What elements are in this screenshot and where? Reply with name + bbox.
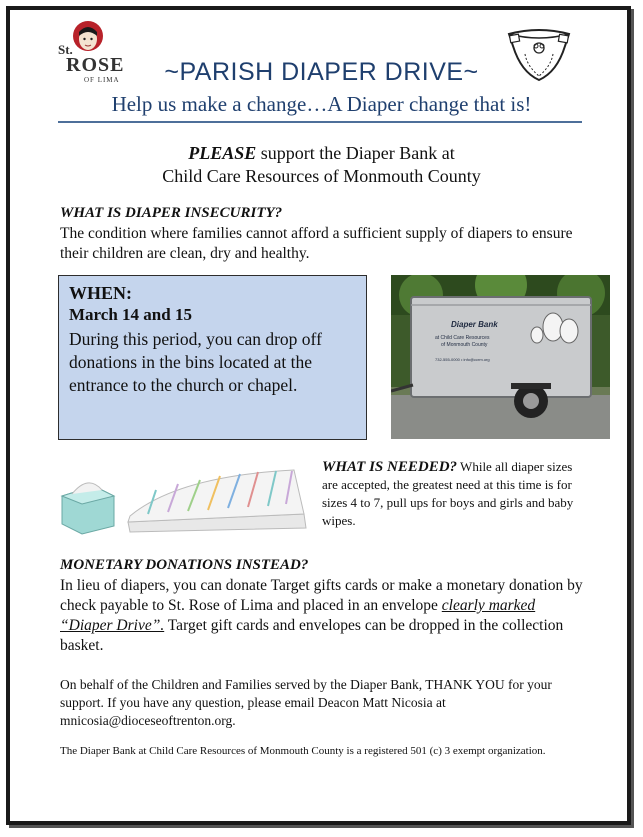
trailer-sign-title: Diaper Bank — [451, 320, 498, 329]
intro-line2: Child Care Resources of Monmouth County — [162, 166, 481, 186]
monetary-marked: clearly marked “Diaper Drive”. — [60, 597, 536, 634]
needed-text: While all diaper sizes are accepted, the greatest need at this time is for sizes 4 to 7, pull ups for boys and girls and baby wipes. — [322, 459, 574, 528]
thanks-text: On behalf of the Children and Families served by the Diaper Bank, THANK YOU for your support. If you have any question, please email Deacon Matt Nicosia at mnicosia@dioceseoftrenton.org. — [60, 677, 552, 728]
needed-heading: WHAT IS NEEDED? — [322, 459, 458, 475]
logo-rose: ROSE — [66, 54, 125, 76]
when-heading: WHEN: — [69, 283, 132, 303]
diapers-and-wipes-photo — [58, 456, 312, 536]
saint-rose-icon — [70, 20, 106, 56]
nonprofit-note: The Diaper Bank at Child Care Resources of Monmouth County is a registered 501 (c) 3 exempt organization. — [60, 745, 546, 757]
monetary-text-before: In lieu of diapers, you can donate Target gifts cards or make a monetary donation by check payable to St. Rose of Lima and placed in an envelope — [60, 577, 583, 614]
page-title: ~PARISH DIAPER DRIVE~ — [164, 58, 479, 86]
when-dates: March 14 and 15 — [69, 305, 192, 324]
trailer-sign-line1: at Child Care Resources — [435, 335, 490, 341]
needed-section — [322, 458, 580, 530]
when-box — [58, 275, 367, 440]
trailer-photo — [391, 275, 610, 439]
please-emphasis: PLEASE — [188, 143, 257, 163]
trailer-sign-line2: of Monmouth County — [441, 342, 488, 348]
trailer-sign-phone: 732-555-0000 • info@ccrm.org — [435, 357, 490, 362]
logo-st: St. — [58, 42, 73, 57]
insecurity-text: The condition where families cannot afford a sufficient supply of diapers to ensure their children are clean, dry and healthy. — [60, 225, 573, 262]
insecurity-heading: WHAT IS DIAPER INSECURITY? — [60, 205, 283, 221]
logo-lima: OF LIMA — [84, 76, 120, 84]
intro-text — [0, 142, 643, 188]
page-subtitle: Help us make a change…A Diaper change that is! — [111, 92, 532, 116]
monetary-text — [60, 576, 590, 656]
intro-line1: support the Diaper Bank at — [256, 143, 455, 163]
when-text: During this period, you can drop off donations in the bins located at the entrance to the church or chapel. — [69, 329, 322, 395]
monetary-text-after: Target gift cards and envelopes can be dropped in the collection basket. — [60, 617, 564, 654]
header-divider — [58, 121, 582, 123]
monetary-heading: MONETARY DONATIONS INSTEAD? — [60, 557, 309, 573]
